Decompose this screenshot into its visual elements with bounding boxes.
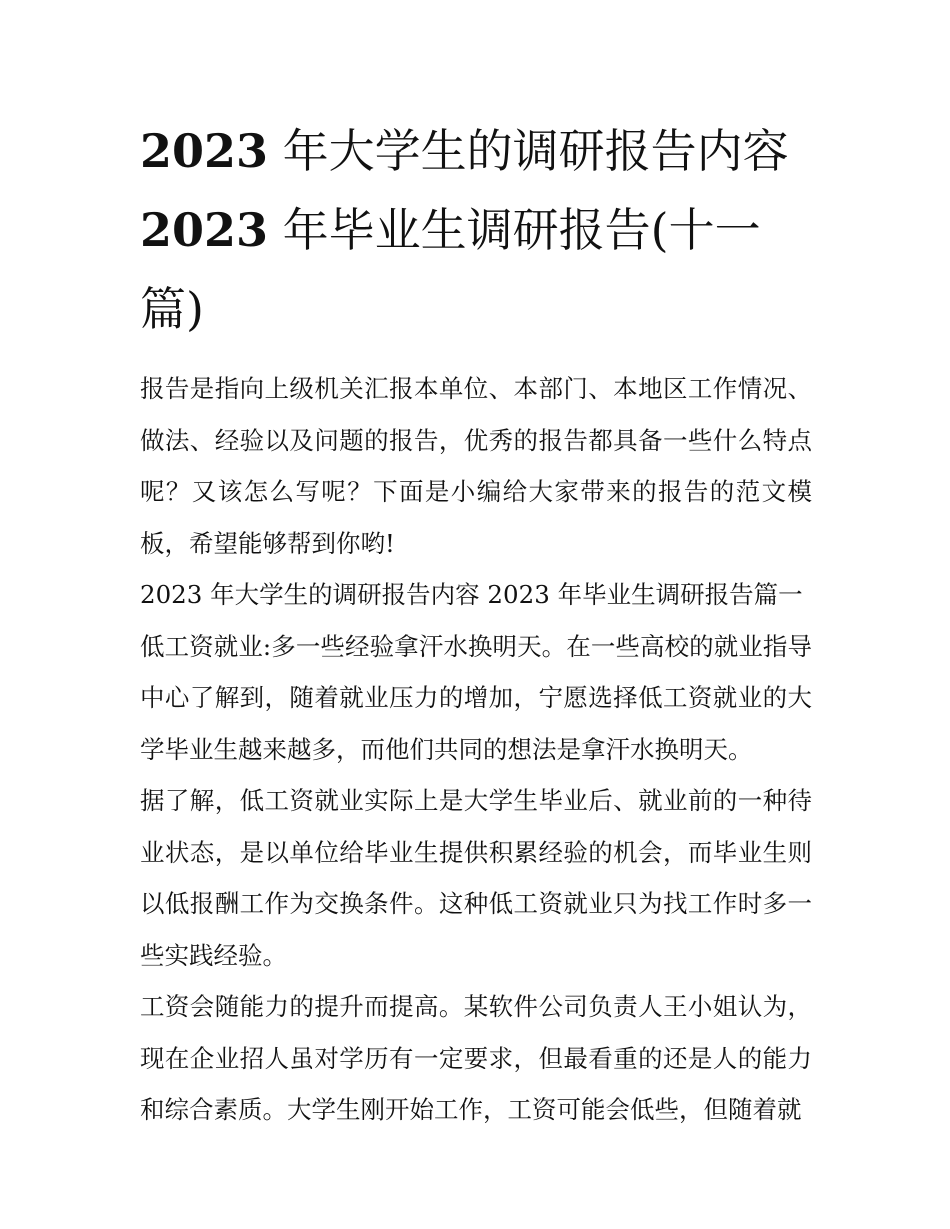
title-text-2: 年毕业生调研报告(十一篇)	[140, 203, 761, 336]
paragraph-section-heading: 2023 年大学生的调研报告内容 2023 年毕业生调研报告篇一	[140, 580, 803, 609]
title-year-1: 2023	[140, 124, 269, 178]
document-content	[140, 112, 812, 1136]
title-text-1: 年大学生的调研报告内容	[268, 124, 789, 178]
document-title	[140, 112, 812, 349]
paragraph-intro: 报告是指向上级机关汇报本单位、本部门、本地区工作情况、做法、经验以及问题的报告，优秀的报告都具备一些什么特点呢？又该怎么写呢？下面是小编给大家带来的报告的范文模板，希望能够帮到你哟!	[140, 374, 812, 558]
paragraph-low-wage: 低工资就业:多一些经验拿汗水换明天。在一些高校的就业指导中心了解到，随着就业压力的增加，宁愿选择低工资就业的大学毕业生越来越多，而他们共同的想法是拿汗水换明天。	[140, 631, 812, 764]
title-year-2: 2023	[140, 203, 269, 257]
paragraph-wage-growth: 工资会随能力的提升而提高。某软件公司负责人王小姐认为，现在企业招人虽对学历有一定要求，但最看重的还是人的能力和综合素质。大学生刚开始工作，工资可能会低些，但随着就	[140, 992, 812, 1124]
document-body	[140, 363, 812, 1136]
paragraph-understanding: 据了解，低工资就业实际上是大学生毕业后、就业前的一种待业状态，是以单位给毕业生提供积累经验的机会，而毕业生则以低报酬工作为交换条件。这种低工资就业只为找工作时多一些实践经验。	[140, 786, 812, 970]
